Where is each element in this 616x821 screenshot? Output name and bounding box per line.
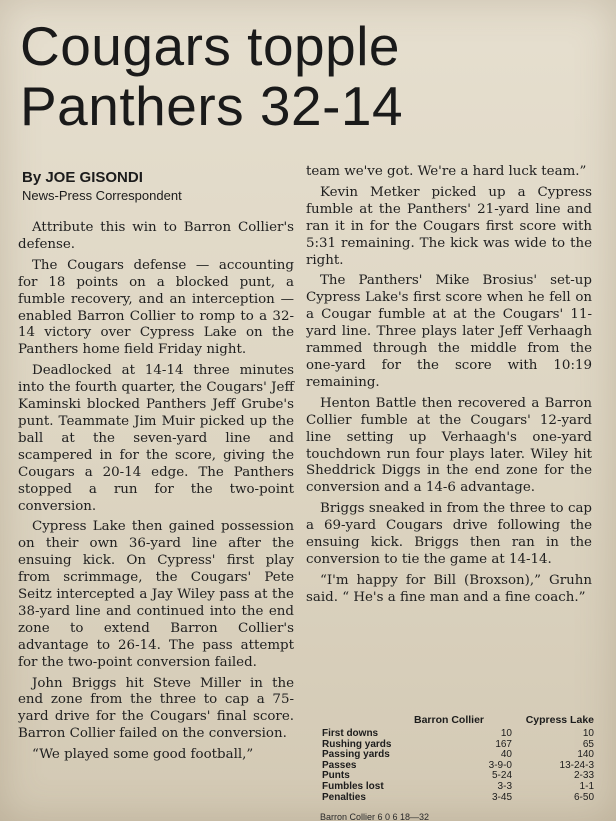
headline-line-1: Cougars topple bbox=[20, 15, 401, 77]
headline-line-2: Panthers 32-14 bbox=[20, 75, 404, 137]
stat-value-team-2: 2-33 bbox=[573, 770, 594, 782]
stat-value-team-2: 140 bbox=[577, 749, 594, 761]
stat-label: Penalties bbox=[322, 791, 366, 803]
stat-value-team-1: 167 bbox=[495, 738, 512, 750]
stat-value-team-1: 3-9-0 bbox=[488, 759, 512, 771]
game-stats-table bbox=[322, 714, 596, 802]
paragraph: Henton Battle then recovered a Barron Collier fumble at the Cougars' 12-yard line setting up Verhaagh's one-yard touchdown run four plays later. Wiley hit Sheddrick Diggs in the end zone for the conversion and a 14-6 advantage. bbox=[306, 395, 592, 496]
stat-value-team-1: 3-3 bbox=[497, 780, 512, 792]
stats-header bbox=[322, 714, 596, 728]
stat-value-team-1: 3-45 bbox=[491, 791, 512, 803]
stat-value-team-1: 10 bbox=[500, 728, 512, 739]
stat-label: Fumbles lost bbox=[322, 780, 384, 792]
stat-label: Passes bbox=[322, 759, 357, 771]
paragraph: “We played some good football,” bbox=[32, 747, 254, 763]
byline bbox=[22, 168, 297, 204]
article-column-1 bbox=[18, 220, 294, 764]
paragraph: The Panthers' Mike Brosius' set-up Cypress Lake's first score when he fell on a Cougar fumble at at the Cougars' 11-yard line. Three plays later Jeff Verhaagh rammed through the middle from the one-yard for the score with 10:19 remaining. bbox=[306, 273, 592, 390]
byline-role: News-Press Correspondent bbox=[22, 188, 182, 203]
stat-value-team-1: 40 bbox=[500, 749, 512, 761]
stat-label: Passing yards bbox=[322, 749, 390, 761]
stat-value-team-2: 6-50 bbox=[573, 791, 594, 803]
paragraph: “I'm happy for Bill (Broxson),” Gruhn said. “ He's a fine man and a fine coach.” bbox=[306, 572, 592, 605]
article-column-2 bbox=[306, 164, 592, 607]
stat-value-team-2: 13-24-3 bbox=[559, 759, 594, 771]
stats-row bbox=[322, 728, 596, 739]
paragraph: Briggs sneaked in from the three to cap a 69-yard Cougars drive following the ensuing kick. Briggs then ran in the conversion to tie the game at 14-14. bbox=[306, 501, 592, 567]
stats-team-2: Cypress Lake bbox=[525, 714, 594, 726]
stats-row bbox=[322, 749, 596, 760]
stats-row bbox=[322, 792, 596, 803]
stat-value-team-2: 65 bbox=[582, 738, 594, 750]
stat-label: Rushing yards bbox=[322, 738, 392, 750]
paragraph: Cypress Lake then gained possession on their own 36-yard line after the ensuing kick. On Cypress' first play from scrimmage, the Cougars' Pete Seitz intercepted a Jay Wiley pass at the 38-yard line and continued into the end zone to extend Barron Collier's advantage to 26-14. The pass attempt for the two-point conversion failed. bbox=[18, 519, 294, 670]
paragraph: team we've got. We're a hard luck team.” bbox=[306, 164, 587, 179]
stat-label: First downs bbox=[322, 728, 379, 739]
stats-row bbox=[322, 781, 596, 792]
stat-value-team-2: 10 bbox=[582, 728, 594, 739]
stat-label: Punts bbox=[322, 770, 350, 782]
stats-team-1: Barron Collier bbox=[413, 714, 484, 726]
paragraph: John Briggs hit Steve Miller in the end zone from the three to cap a 75-yard drive for the Cougars' final score. Barron Collier failed on the conversion. bbox=[18, 675, 294, 742]
stat-value-team-1: 5-24 bbox=[491, 770, 512, 782]
stats-row bbox=[322, 760, 596, 771]
paragraph: The Cougars defense — accounting for 18 points on a blocked punt, a fumble recovery, and an interception — enabled Barron Collier to romp to a 32-14 victory over Cypress Lake on the Panthers home field Friday night. bbox=[18, 257, 294, 358]
stats-row bbox=[322, 770, 596, 781]
score-by-quarter-row-cutoff: Barron Collier 6 0 6 18—32 bbox=[320, 812, 430, 821]
byline-author: By JOE GISONDI bbox=[22, 169, 143, 186]
paragraph: Kevin Metker picked up a Cypress fumble at the Panthers' 21-yard line and ran it in for the Cougars first score with 5:31 remaining. The kick was wide to the right. bbox=[306, 184, 592, 268]
paragraph: Attribute this win to Barron Collier's defense. bbox=[18, 220, 294, 252]
paragraph: Deadlocked at 14-14 three minutes into the fourth quarter, the Cougars' Jeff Kaminski blocked Panthers Jeff Grube's punt. Teammate Jim Muir picked up the ball at the seven-yard line and scampered in for the score, giving the Cougars a 20-14 edge. The Panthers stopped a run for the two-point conversion. bbox=[18, 363, 294, 514]
stat-value-team-2: 1-1 bbox=[579, 780, 594, 792]
headline bbox=[20, 16, 403, 136]
stats-row bbox=[322, 739, 596, 750]
